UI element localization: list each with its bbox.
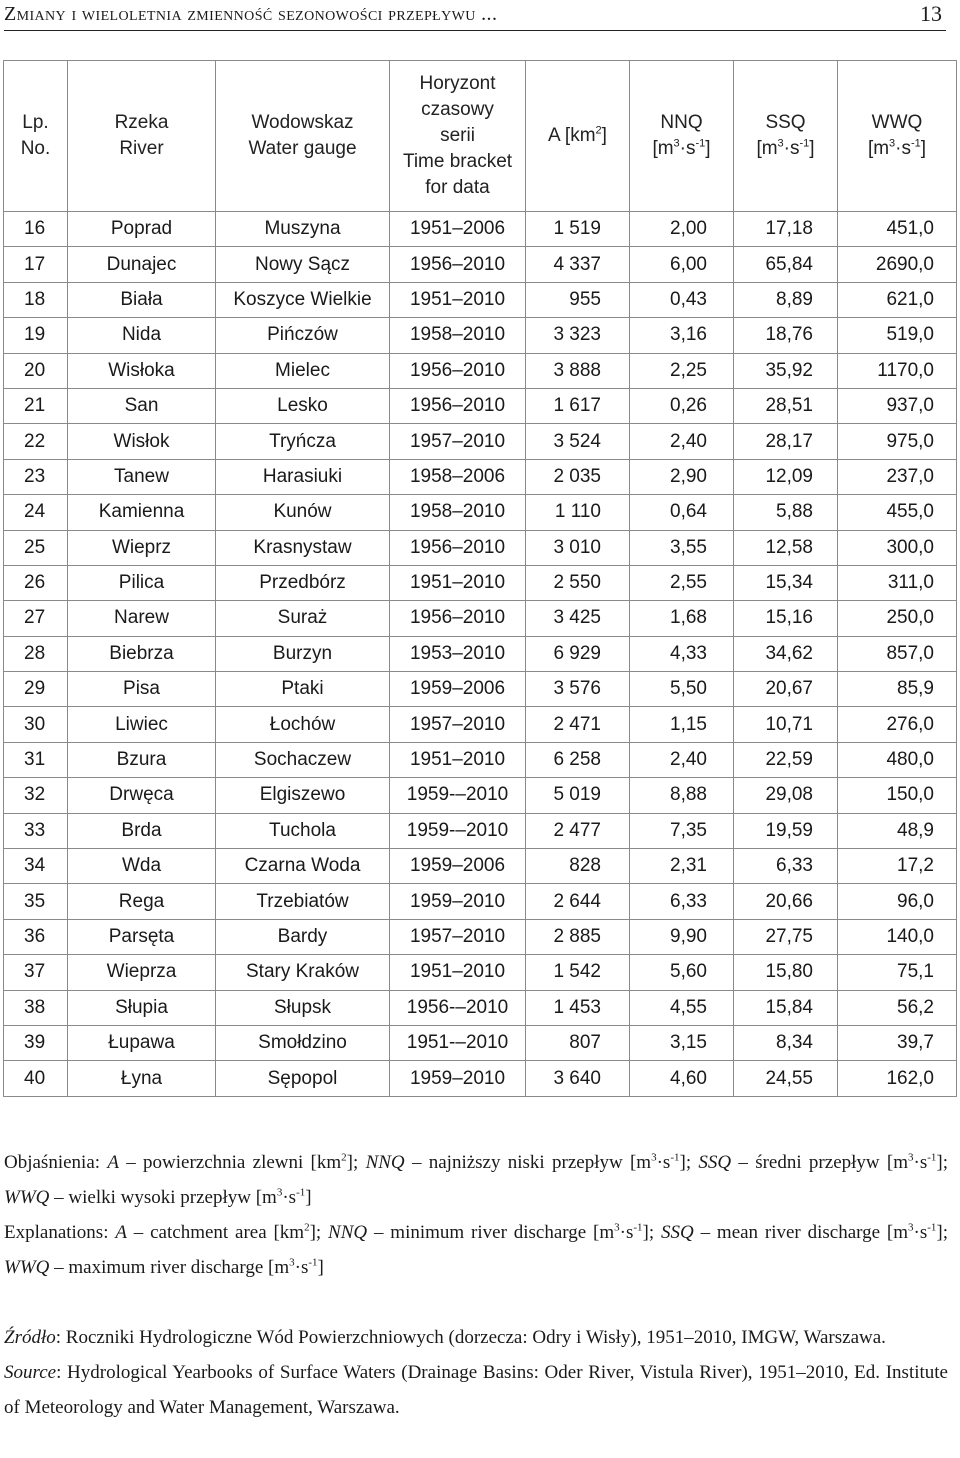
cell-lp: 17 <box>4 247 68 282</box>
header-time-bracket: Horyzont czasowy serii Time bracket for data <box>390 61 526 212</box>
cell-wwq: 162,0 <box>838 1061 957 1096</box>
cell-ssq: 18,76 <box>734 318 838 353</box>
cell-wwq: 2690,0 <box>838 247 957 282</box>
cell-time-bracket: 1956–2010 <box>390 601 526 636</box>
cell-gauge: Suraż <box>216 601 390 636</box>
cell-wwq: 1170,0 <box>838 353 957 388</box>
table-row <box>4 459 957 494</box>
cell-wwq: 39,7 <box>838 1025 957 1060</box>
cell-time-bracket: 1958–2010 <box>390 495 526 530</box>
cell-gauge: Harasiuki <box>216 459 390 494</box>
cell-time-bracket: 1951-–2010 <box>390 1025 526 1060</box>
table-row <box>4 1061 957 1096</box>
cell-gauge: Burzyn <box>216 636 390 671</box>
cell-wwq: 140,0 <box>838 919 957 954</box>
header-nnq: NNQ $[m^3\cdot s^{-1}]$ <box>630 61 734 212</box>
cell-lp: 38 <box>4 990 68 1025</box>
source-pl: Źródło: Roczniki Hydrologiczne Wód Powierzchniowych (dorzecza: Odry i Wisły), 1951–2010, IMGW, Warszawa. <box>4 1327 886 1348</box>
explanations-en: Explanations: A – catchment area $[km^2]$; NNQ – minimum river discharge $[m^3\cdot s^{-1}]$; SSQ – mean river discharge $[m^3\cdot s^{-1}]$; WWQ – maximum river discharge $[m^3\cdot s^{-1}]$ <box>4 1221 949 1278</box>
table-row <box>4 707 957 742</box>
cell-time-bracket: 1956–2010 <box>390 388 526 423</box>
cell-nnq: 4,55 <box>630 990 734 1025</box>
cell-ssq: 17,18 <box>734 212 838 247</box>
cell-ssq: 8,34 <box>734 1025 838 1060</box>
cell-river: Liwiec <box>68 707 216 742</box>
header-ssq: SSQ $[m^3\cdot s^{-1}]$ <box>734 61 838 212</box>
cell-gauge: Bardy <box>216 919 390 954</box>
cell-lp: 25 <box>4 530 68 565</box>
cell-ssq: 19,59 <box>734 813 838 848</box>
cell-area: 2 550 <box>526 565 630 600</box>
cell-area: 1 519 <box>526 212 630 247</box>
cell-time-bracket: 1951–2010 <box>390 565 526 600</box>
cell-wwq: 857,0 <box>838 636 957 671</box>
cell-ssq: 20,67 <box>734 672 838 707</box>
table-row <box>4 955 957 990</box>
cell-wwq: 250,0 <box>838 601 957 636</box>
cell-wwq: 300,0 <box>838 530 957 565</box>
cell-nnq: 1,15 <box>630 707 734 742</box>
header-lp: Lp. No. <box>4 61 68 212</box>
cell-nnq: 9,90 <box>630 919 734 954</box>
header-area: A $[km^2]$ <box>526 61 630 212</box>
table-row <box>4 601 957 636</box>
cell-area: 2 477 <box>526 813 630 848</box>
cell-river: Wieprz <box>68 530 216 565</box>
cell-nnq: 6,00 <box>630 247 734 282</box>
cell-river: Biała <box>68 282 216 317</box>
cell-river: Biebrza <box>68 636 216 671</box>
cell-time-bracket: 1959–2010 <box>390 884 526 919</box>
cell-nnq: 7,35 <box>630 813 734 848</box>
cell-gauge: Czarna Woda <box>216 849 390 884</box>
cell-wwq: 96,0 <box>838 884 957 919</box>
cell-gauge: Tuchola <box>216 813 390 848</box>
header-wwq: WWQ $[m^3\cdot s^{-1}]$ <box>838 61 957 212</box>
cell-wwq: 455,0 <box>838 495 957 530</box>
cell-river: Łupawa <box>68 1025 216 1060</box>
cell-river: Wisłoka <box>68 353 216 388</box>
cell-lp: 28 <box>4 636 68 671</box>
cell-ssq: 15,84 <box>734 990 838 1025</box>
cell-area: 1 110 <box>526 495 630 530</box>
running-title: Zmiany i wieloletnia zmienność sezonowości przepływu ... <box>4 3 498 25</box>
cell-lp: 20 <box>4 353 68 388</box>
cell-gauge: Pińczów <box>216 318 390 353</box>
cell-lp: 19 <box>4 318 68 353</box>
cell-river: Parsęta <box>68 919 216 954</box>
cell-area: 1 617 <box>526 388 630 423</box>
cell-wwq: 17,2 <box>838 849 957 884</box>
table-row <box>4 778 957 813</box>
cell-nnq: 1,68 <box>630 601 734 636</box>
cell-area: 6 258 <box>526 742 630 777</box>
cell-ssq: 12,58 <box>734 530 838 565</box>
table-row <box>4 282 957 317</box>
cell-time-bracket: 1956-–2010 <box>390 990 526 1025</box>
cell-river: Brda <box>68 813 216 848</box>
cell-lp: 37 <box>4 955 68 990</box>
running-header <box>4 0 946 31</box>
cell-wwq: 276,0 <box>838 707 957 742</box>
cell-river: Wisłok <box>68 424 216 459</box>
cell-time-bracket: 1958–2006 <box>390 459 526 494</box>
cell-wwq: 237,0 <box>838 459 957 494</box>
cell-area: 3 323 <box>526 318 630 353</box>
cell-nnq: 0,26 <box>630 388 734 423</box>
cell-nnq: 3,16 <box>630 318 734 353</box>
cell-time-bracket: 1957–2010 <box>390 707 526 742</box>
cell-ssq: 6,33 <box>734 849 838 884</box>
cell-lp: 34 <box>4 849 68 884</box>
cell-area: 4 337 <box>526 247 630 282</box>
cell-area: 3 524 <box>526 424 630 459</box>
cell-lp: 35 <box>4 884 68 919</box>
cell-lp: 30 <box>4 707 68 742</box>
cell-nnq: 2,40 <box>630 424 734 459</box>
cell-nnq: 4,33 <box>630 636 734 671</box>
cell-river: Wda <box>68 849 216 884</box>
cell-lp: 18 <box>4 282 68 317</box>
cell-ssq: 22,59 <box>734 742 838 777</box>
cell-area: 1 453 <box>526 990 630 1025</box>
cell-gauge: Sępopol <box>216 1061 390 1096</box>
cell-ssq: 65,84 <box>734 247 838 282</box>
cell-lp: 26 <box>4 565 68 600</box>
cell-time-bracket: 1959-–2010 <box>390 813 526 848</box>
cell-time-bracket: 1951–2006 <box>390 212 526 247</box>
cell-nnq: 2,55 <box>630 565 734 600</box>
cell-ssq: 5,88 <box>734 495 838 530</box>
header-river: Rzeka River <box>68 61 216 212</box>
cell-wwq: 975,0 <box>838 424 957 459</box>
table-row <box>4 424 957 459</box>
cell-river: Dunajec <box>68 247 216 282</box>
cell-area: 1 542 <box>526 955 630 990</box>
cell-area: 955 <box>526 282 630 317</box>
cell-area: 3 576 <box>526 672 630 707</box>
cell-wwq: 56,2 <box>838 990 957 1025</box>
cell-ssq: 35,92 <box>734 353 838 388</box>
cell-gauge: Muszyna <box>216 212 390 247</box>
cell-time-bracket: 1953–2010 <box>390 636 526 671</box>
cell-ssq: 15,80 <box>734 955 838 990</box>
cell-area: 5 019 <box>526 778 630 813</box>
cell-gauge: Ptaki <box>216 672 390 707</box>
cell-time-bracket: 1951–2010 <box>390 742 526 777</box>
cell-lp: 39 <box>4 1025 68 1060</box>
table-row <box>4 1025 957 1060</box>
cell-wwq: 937,0 <box>838 388 957 423</box>
cell-ssq: 15,34 <box>734 565 838 600</box>
cell-nnq: 0,64 <box>630 495 734 530</box>
cell-lp: 33 <box>4 813 68 848</box>
cell-nnq: 2,00 <box>630 212 734 247</box>
cell-river: Wieprza <box>68 955 216 990</box>
cell-ssq: 8,89 <box>734 282 838 317</box>
cell-river: Nida <box>68 318 216 353</box>
cell-wwq: 451,0 <box>838 212 957 247</box>
table-body <box>4 212 957 1097</box>
cell-gauge: Tryńcza <box>216 424 390 459</box>
cell-lp: 36 <box>4 919 68 954</box>
cell-gauge: Sochaczew <box>216 742 390 777</box>
cell-gauge: Trzebiatów <box>216 884 390 919</box>
cell-river: Pilica <box>68 565 216 600</box>
cell-lp: 27 <box>4 601 68 636</box>
cell-time-bracket: 1958–2010 <box>390 318 526 353</box>
cell-nnq: 0,43 <box>630 282 734 317</box>
cell-gauge: Smołdzino <box>216 1025 390 1060</box>
cell-ssq: 28,17 <box>734 424 838 459</box>
cell-gauge: Słupsk <box>216 990 390 1025</box>
table-row <box>4 742 957 777</box>
header-water-gauge: Wodowskaz Water gauge <box>216 61 390 212</box>
table-row <box>4 636 957 671</box>
cell-gauge: Nowy Sącz <box>216 247 390 282</box>
cell-lp: 22 <box>4 424 68 459</box>
cell-river: Rega <box>68 884 216 919</box>
table-row <box>4 813 957 848</box>
cell-river: Bzura <box>68 742 216 777</box>
table-row <box>4 212 957 247</box>
cell-river: Łyna <box>68 1061 216 1096</box>
cell-area: 807 <box>526 1025 630 1060</box>
table-row <box>4 318 957 353</box>
cell-ssq: 20,66 <box>734 884 838 919</box>
cell-area: 3 425 <box>526 601 630 636</box>
cell-nnq: 6,33 <box>630 884 734 919</box>
cell-time-bracket: 1957–2010 <box>390 424 526 459</box>
cell-wwq: 480,0 <box>838 742 957 777</box>
source-en: Source: Hydrological Yearbooks of Surface Waters (Drainage Basins: Oder River, Vistula River), 1951–2010, Ed. Institute of Meteorology and Water Management, Warszawa. <box>4 1362 948 1418</box>
cell-nnq: 2,90 <box>630 459 734 494</box>
cell-nnq: 2,31 <box>630 849 734 884</box>
cell-lp: 21 <box>4 388 68 423</box>
cell-river: Kamienna <box>68 495 216 530</box>
cell-lp: 31 <box>4 742 68 777</box>
cell-gauge: Mielec <box>216 353 390 388</box>
cell-area: 828 <box>526 849 630 884</box>
cell-wwq: 150,0 <box>838 778 957 813</box>
cell-time-bracket: 1956–2010 <box>390 530 526 565</box>
cell-ssq: 10,71 <box>734 707 838 742</box>
cell-lp: 23 <box>4 459 68 494</box>
cell-nnq: 5,50 <box>630 672 734 707</box>
cell-nnq: 2,40 <box>630 742 734 777</box>
table-row <box>4 247 957 282</box>
cell-gauge: Łochów <box>216 707 390 742</box>
cell-nnq: 2,25 <box>630 353 734 388</box>
cell-nnq: 5,60 <box>630 955 734 990</box>
explanations <box>4 1145 948 1285</box>
cell-gauge: Lesko <box>216 388 390 423</box>
table-row <box>4 388 957 423</box>
page-number: 13 <box>920 1 942 26</box>
cell-time-bracket: 1959-–2010 <box>390 778 526 813</box>
cell-nnq: 3,15 <box>630 1025 734 1060</box>
cell-area: 2 644 <box>526 884 630 919</box>
table-row <box>4 919 957 954</box>
cell-ssq: 34,62 <box>734 636 838 671</box>
cell-time-bracket: 1957–2010 <box>390 919 526 954</box>
cell-area: 2 885 <box>526 919 630 954</box>
cell-ssq: 29,08 <box>734 778 838 813</box>
cell-wwq: 311,0 <box>838 565 957 600</box>
cell-lp: 29 <box>4 672 68 707</box>
cell-time-bracket: 1956–2010 <box>390 247 526 282</box>
table-row <box>4 884 957 919</box>
cell-river: Poprad <box>68 212 216 247</box>
cell-ssq: 15,16 <box>734 601 838 636</box>
cell-river: San <box>68 388 216 423</box>
cell-area: 3 010 <box>526 530 630 565</box>
cell-time-bracket: 1951–2010 <box>390 955 526 990</box>
table-row <box>4 672 957 707</box>
cell-wwq: 519,0 <box>838 318 957 353</box>
cell-area: 3 640 <box>526 1061 630 1096</box>
sources <box>4 1320 948 1425</box>
table-row <box>4 565 957 600</box>
cell-area: 3 888 <box>526 353 630 388</box>
cell-gauge: Elgiszewo <box>216 778 390 813</box>
table-row <box>4 530 957 565</box>
cell-river: Narew <box>68 601 216 636</box>
cell-ssq: 12,09 <box>734 459 838 494</box>
river-gauges-table <box>3 60 957 1097</box>
table-row <box>4 849 957 884</box>
cell-time-bracket: 1959–2010 <box>390 1061 526 1096</box>
table-header-row <box>4 61 957 212</box>
cell-nnq: 3,55 <box>630 530 734 565</box>
cell-gauge: Kunów <box>216 495 390 530</box>
table-row <box>4 495 957 530</box>
cell-time-bracket: 1959–2006 <box>390 849 526 884</box>
cell-ssq: 28,51 <box>734 388 838 423</box>
cell-gauge: Koszyce Wielkie <box>216 282 390 317</box>
cell-lp: 40 <box>4 1061 68 1096</box>
cell-wwq: 85,9 <box>838 672 957 707</box>
cell-time-bracket: 1951–2010 <box>390 282 526 317</box>
cell-river: Słupia <box>68 990 216 1025</box>
cell-river: Drwęca <box>68 778 216 813</box>
cell-gauge: Stary Kraków <box>216 955 390 990</box>
cell-gauge: Krasnystaw <box>216 530 390 565</box>
table-row <box>4 990 957 1025</box>
cell-area: 2 035 <box>526 459 630 494</box>
cell-area: 2 471 <box>526 707 630 742</box>
table-row <box>4 353 957 388</box>
explanations-pl: Objaśnienia: A – powierzchnia zlewni $[km^2]$; NNQ – najniższy niski przepływ $[m^3\cdot s^{-1}]$; SSQ – średni przepływ $[m^3\cdot s^{-1}]$; WWQ – wielki wysoki przepływ $[m^3\cdot s^{-1}]$ <box>4 1151 949 1208</box>
cell-river: Tanew <box>68 459 216 494</box>
cell-area: 6 929 <box>526 636 630 671</box>
cell-river: Pisa <box>68 672 216 707</box>
cell-time-bracket: 1956–2010 <box>390 353 526 388</box>
cell-wwq: 621,0 <box>838 282 957 317</box>
cell-time-bracket: 1959–2006 <box>390 672 526 707</box>
cell-gauge: Przedbórz <box>216 565 390 600</box>
cell-ssq: 24,55 <box>734 1061 838 1096</box>
cell-lp: 32 <box>4 778 68 813</box>
cell-nnq: 4,60 <box>630 1061 734 1096</box>
cell-wwq: 48,9 <box>838 813 957 848</box>
cell-wwq: 75,1 <box>838 955 957 990</box>
cell-lp: 16 <box>4 212 68 247</box>
cell-ssq: 27,75 <box>734 919 838 954</box>
cell-lp: 24 <box>4 495 68 530</box>
cell-nnq: 8,88 <box>630 778 734 813</box>
